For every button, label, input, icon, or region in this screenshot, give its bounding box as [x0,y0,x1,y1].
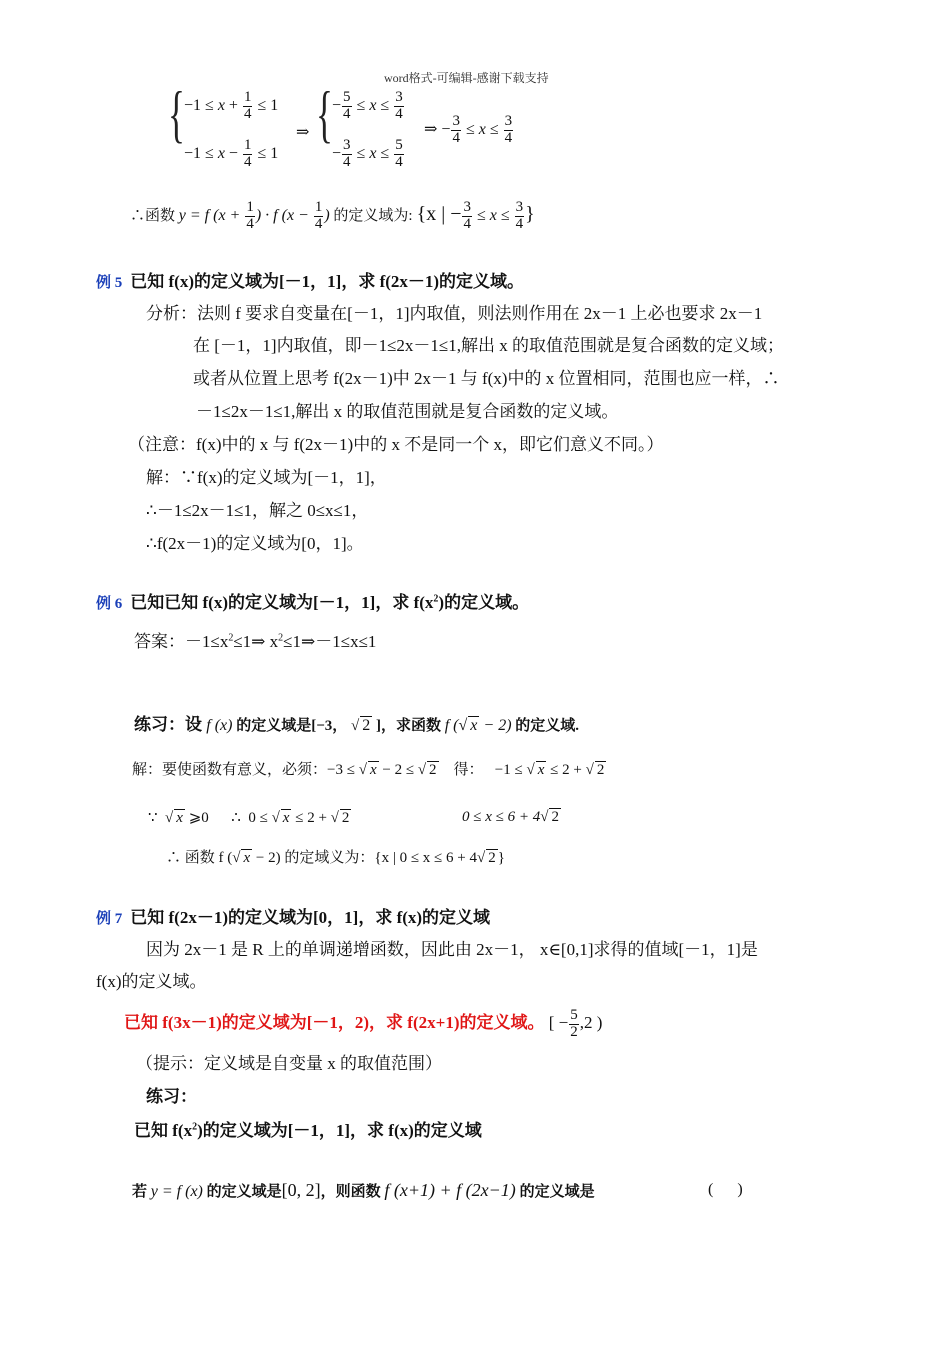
math-text: ≤ x ≤ [352,144,394,162]
practice-text: ]，求函数 [372,718,445,734]
denominator: 2 [570,1023,578,1040]
system-result [424,114,514,147]
denominator: 4 [395,153,403,170]
math-text: − [224,144,242,162]
denominator: 4 [246,215,254,232]
math-text: } [497,850,505,866]
fraction [394,90,404,123]
ex7-body-1: 因为 2x－1 是 R 上的单调递增函数，因此由 2x－1， x∈[0,1]求得的值域[－1，1]是 [146,940,758,959]
therefore-text: ∴函数 [130,207,179,224]
radicand: x [470,717,478,734]
sqrt-symbol: √ [526,762,535,778]
math-text: ) · f (x − [255,206,313,224]
example5-heading [96,267,524,292]
question-text: ，则函数 [320,1184,385,1200]
numerator: 3 [463,199,471,215]
example-title-end: )的定义域。 [438,593,530,612]
numerator: 3 [395,89,403,105]
ex5-solution-2: ∴－1≤2x－1≤1，解之 0≤x≤1， [146,501,369,520]
math-text: [0, 2] [281,1180,321,1200]
last-question [132,1180,595,1201]
example-title: 已知 f(x)的定义域为[－1，1]，求 f(2x－1)的定义域。 [130,272,525,291]
math-text: y = f (x) [150,1183,203,1200]
math-text: ≤ x ≤ [352,96,394,114]
math-text: ≤ 2 + [546,762,586,778]
fraction [245,200,255,233]
ex5-analysis-2: 在 [－1，1]内取值，即－1≤2x－1≤1,解出 x 的取值范围就是复合函数的定义域； [193,336,784,355]
page-header: word格式-可编辑-感谢下载支持 [384,71,549,85]
math-var: x [217,144,225,162]
math-text: ≤ 1 [253,144,279,162]
denominator: 4 [395,105,403,122]
math-text: − [332,96,342,114]
math-text: + [224,96,242,114]
practice1-solution-1 [132,758,606,779]
answer-text: ≤1⇒－1≤x≤1 [283,632,377,651]
numerator: 1 [314,199,323,215]
math-text: ) [324,206,330,224]
math-text: ≤ 1 [253,96,279,114]
ex5-solution-3: ∴f(2x－1)的定义域为[0，1]。 [146,534,364,553]
fraction [515,200,525,233]
numerator: 1 [246,199,254,215]
ex5-solution-1: 解：∵f(x)的定义域为[－1，1]， [146,468,387,487]
numerator: 5 [343,89,351,105]
superscript: 2 [278,632,284,644]
answer-blank: ( ) [708,1181,743,1198]
sqrt-symbol: √ [417,762,427,778]
fraction [504,114,514,147]
practice-text: 已知 f(x [134,1121,193,1140]
denominator: 4 [515,215,524,232]
radicand: x [537,762,545,778]
sqrt-symbol: √ [330,810,339,826]
ex7-hint: （提示：定义域是自变量 x 的取值范围） [136,1054,442,1073]
practice1-title [134,710,579,735]
math-text: f ( [444,717,459,734]
ex7-red-question [124,1008,602,1041]
radicand: 2 [429,762,437,778]
sqrt-symbol: √ [477,850,486,866]
math-text: − [332,144,342,162]
sqrt-symbol: √ [540,809,549,825]
fraction [569,1008,579,1041]
sqrt-symbol: √ [358,762,367,778]
fraction [342,138,352,171]
radicand: x [282,810,290,826]
ex5-analysis-4: －1≤2x－1≤1,解出 x 的取值范围就是复合函数的定义域。 [196,402,619,421]
math-text: ,2 ) [579,1013,603,1033]
math-text: ≤ x ≤ [461,120,503,138]
denominator: 4 [463,215,471,232]
fraction [394,138,404,171]
sqrt-symbol: √ [271,810,280,826]
ex7-body-2: f(x)的定义域。 [96,972,207,991]
denominator: 4 [452,129,460,146]
system1-row2 [184,138,278,171]
math-text: − 2) 的定域义为： [252,850,375,866]
radicand: 2 [596,762,605,778]
practice1-solution-3 [166,846,505,867]
example-label: 例 5 [96,275,123,291]
practice-text: 的定义域. [511,718,580,734]
math-text: {x | 0 ≤ x ≤ 6 + 4 [374,850,478,866]
math-text: − 2) [479,717,512,734]
radicand: x [243,850,251,866]
math-text: ⩾0 ∴ 0 ≤ [184,810,272,826]
practice1-solution-2b [462,808,561,826]
superscript: 2 [433,593,439,605]
math-text: ⇒ − [424,120,451,138]
sqrt-symbol: √ [585,762,594,778]
fraction [243,90,253,123]
example7-heading [96,903,490,928]
example-label: 例 7 [96,911,123,927]
sqrt-symbol: √ [458,717,468,734]
practice-label: 练习：设 [134,715,207,734]
math-text: y = f (x + [178,206,245,224]
superscript: 2 [228,632,234,644]
fraction [243,138,253,171]
implies-arrow-1: ⇒ [296,124,310,141]
question-text: 若 [132,1184,151,1200]
example-title: 已知 f(2x－1)的定义域为[0，1]，求 f(x)的定义域 [130,908,491,927]
example-label: 例 6 [96,596,123,612]
system2-row2 [332,138,405,171]
sqrt-symbol: √ [165,810,174,826]
set-open: {x | − [416,202,462,225]
red-question-text: 已知 f(3x－1)的定义域为[－1，2)，求 f(2x+1)的定义域。 [124,1013,545,1033]
math-text: 0 ≤ x ≤ 6 + 4 [462,809,541,825]
math-text: ∵ [148,810,166,826]
radicand: x [176,810,183,826]
ex5-analysis-1: 分析：法则 f 要求自变量在[－1，1]内取值，则法则作用在 2x－1 上必也要求 2x－1 [146,304,763,323]
example-title: 已知已知 f(x)的定义域为[－1，1]，求 f(x [130,593,434,612]
math-text: 得： −1 ≤ [438,762,527,778]
practice2-question [134,1116,482,1141]
math-text: [ − [548,1013,569,1033]
math-text: ≤ x ≤ [472,206,514,224]
math-text: 解：要使函数有意义，必须：−3 ≤ [132,762,359,778]
denominator: 4 [243,153,252,170]
radicand: 2 [551,809,559,825]
system1-row1 [184,90,278,123]
brace-left-2: { [316,78,333,149]
answer-text: ≤1⇒ x [233,632,279,651]
radicand: x [369,762,377,778]
radicand: 2 [488,850,496,866]
denominator: 4 [504,129,513,146]
question-text: 的定义域是 [202,1184,282,1200]
numerator: 3 [515,199,524,215]
ex6-answer [134,627,376,652]
fraction [342,90,352,123]
numerator: 5 [570,1007,578,1023]
numerator: 1 [243,137,252,153]
sqrt-symbol: √ [232,850,241,866]
fraction [462,200,472,233]
math-text: f (x) [206,717,233,734]
set-close: } [525,202,535,225]
answer-text: 答案：－1≤x [134,632,229,651]
math-text: −1 ≤ [184,144,218,162]
math-text: ∴ 函数 f ( [166,850,233,866]
ex5-note: （注意：f(x)中的 x 与 f(2x－1)中的 x 不是同一个 x，即它们意义不同。） [128,435,664,454]
math-text: f (x+1) + f (2x−1) [384,1180,516,1200]
system2-row1 [332,90,405,123]
math-text: − 2 ≤ [378,762,418,778]
fraction [451,114,461,147]
practice1-solution-2 [148,808,351,827]
numerator: 3 [343,137,351,153]
numerator: 3 [504,113,513,129]
math-text: ≤ 2 + [291,810,331,826]
radicand: 2 [341,810,350,826]
denominator: 4 [314,215,323,232]
brace-left-1: { [168,78,185,149]
question-text: 的定义域是 [515,1184,595,1200]
label-text: 的定义域为: [329,207,413,224]
numerator: 5 [395,137,403,153]
sqrt-symbol: √ [351,718,360,734]
math-var: x [217,96,225,114]
practice-text: 的定义域是[−3， [232,718,351,734]
denominator: 4 [343,153,351,170]
superscript: 2 [192,1121,198,1133]
domain-statement [130,200,535,233]
practice2-label: 练习： [146,1087,197,1106]
numerator: 3 [452,113,460,129]
fraction [314,200,324,233]
radicand: 2 [362,717,371,734]
denominator: 4 [243,105,252,122]
example6-heading [96,588,529,613]
math-text: −1 ≤ [184,96,218,114]
ex5-analysis-3: 或者从位置上思考 f(2x－1)中 2x－1 与 f(x)中的 x 位置相同，范围也应一样，∴ [193,369,780,388]
practice-text: )的定义域为[－1，1]，求 f(x)的定义域 [197,1121,482,1140]
denominator: 4 [343,105,351,122]
numerator: 1 [243,89,252,105]
